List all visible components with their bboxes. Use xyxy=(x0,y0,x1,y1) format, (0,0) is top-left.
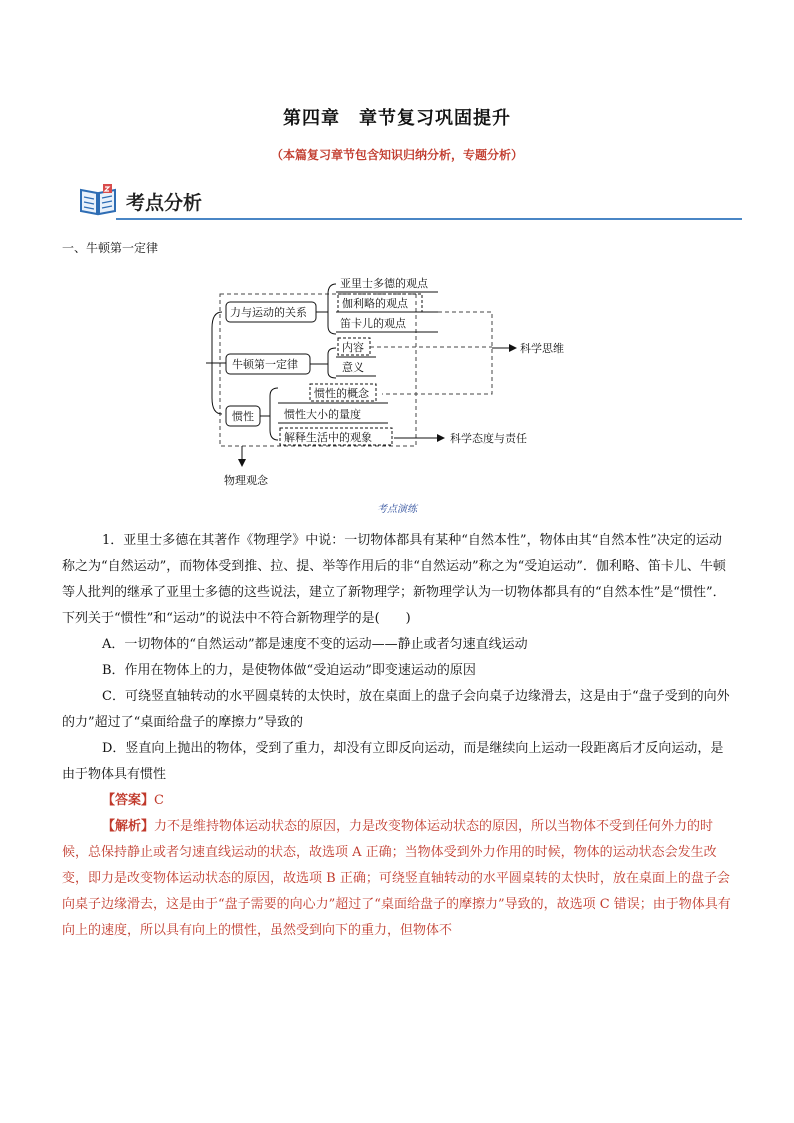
page-title: 第四章 章节复习巩固提升 xyxy=(283,108,511,129)
item-inertia-concept: 惯性的概念 xyxy=(314,387,369,400)
item-content: 内容 xyxy=(342,341,364,354)
section-header xyxy=(76,178,742,222)
analysis-label: 【解析】 xyxy=(102,819,155,834)
label-sci-attitude: 科学态度与责任 xyxy=(450,432,527,445)
node-newton-law: 牛顿第一定律 xyxy=(232,358,298,371)
item-meaning: 意义 xyxy=(342,361,364,374)
book-icon xyxy=(78,184,118,216)
item-aristotle: 亚里士多德的观点 xyxy=(340,277,428,290)
section-title: 考点分析 xyxy=(126,192,203,214)
node-inertia: 惯性 xyxy=(232,410,254,423)
item-descartes: 笛卡儿的观点 xyxy=(340,317,406,330)
node-force-motion: 力与运动的关系 xyxy=(230,306,307,319)
answer-line xyxy=(62,788,732,814)
option-b: B．作用在物体上的力，是使物体做“受迫运动”即变速运动的原因 xyxy=(102,663,476,678)
answer-value: C xyxy=(154,793,164,808)
label-sci-thinking: 科学思维 xyxy=(520,342,564,355)
option-a: A．一切物体的“自然运动”都是速度不变的运动——静止或者匀速直线运动 xyxy=(102,637,528,652)
page-subtitle: （本篇复习章节包含知识归纳分析，专题分析） xyxy=(270,148,523,162)
item-galileo: 伽利略的观点 xyxy=(342,297,408,310)
item-inertia-measure: 惯性大小的量度 xyxy=(284,408,361,421)
section-underline xyxy=(116,218,742,220)
subsection-heading: 一、牛顿第一定律 xyxy=(62,241,159,255)
analysis-block xyxy=(62,814,732,944)
option-d: D．竖直向上抛出的物体，受到了重力，却没有立即反向运动，而是继续向上运动一段距离后才反向运动，是由于物体具有惯性 xyxy=(62,741,724,782)
option-c: C．可绕竖直轴转动的水平圆桌转的太快时，放在桌面上的盘子会向桌子边缘滑去，这是由于“盘子受到的向外的力”超过了“桌面给盘子的摩擦力”导致的 xyxy=(62,689,730,730)
question-stem: 1．亚里士多德在其著作《物理学》中说：一切物体都具有某种“自然本性”，物体由其“自然本性”决定的运动称之为“自然运动”，而物体受到推、拉、提、举等作用后的非“自然运动”称之为“受迫运动”．伽利略、笛卡儿、牛顿等人批判的继承了亚里士多德的这些说法，建立了新物理学；新物理学认为一切物体都具有的“自然本性”是“惯性”．下列关于“惯性”和“运动”的说法中不符合新物理学的是( ) xyxy=(62,533,726,626)
answer-label: 【答案】 xyxy=(102,793,155,808)
label-physics-concept: 物理观念 xyxy=(224,474,268,487)
question-block xyxy=(62,528,732,944)
item-explain-life: 解释生活中的观象 xyxy=(284,431,372,444)
knowledge-diagram xyxy=(198,268,564,498)
diagram-caption: 考点演练 xyxy=(377,504,417,515)
analysis-text: 力不是维持物体运动状态的原因，力是改变物体运动状态的原因，所以当物体不受到任何外力的时候，总保持静止或者匀速直线运动的状态，故选项 A 正确；当物体受到外力作用的时候，物体的运动状态会发生改变，即力是改变物体运动状态的原因，故选项 B 正确；可绕竖直轴转动的水平圆桌转的太快时，放在桌面上的盘子会向桌子边缘滑去，这是由于“盘子需要的向心力”超过了“桌面给盘子的摩擦力”导致的，故选项 C 错误；由于物体具有向上的速度，所以具有向上的惯性，虽然受到向下的重力，但物体不 xyxy=(62,819,731,938)
